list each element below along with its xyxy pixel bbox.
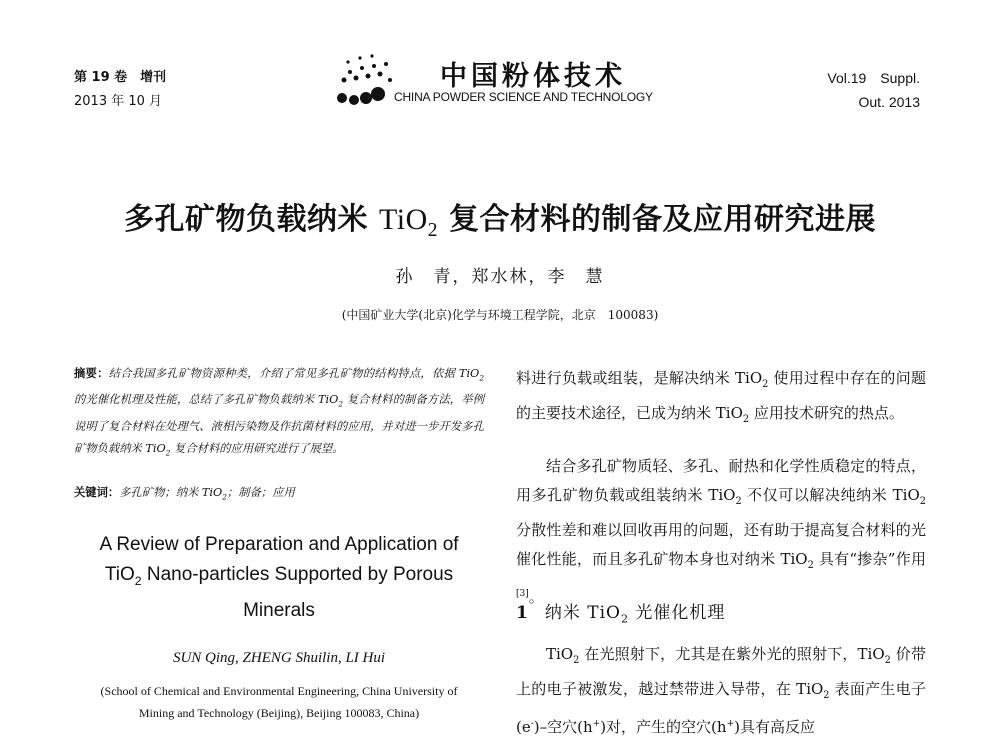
english-authors: SUN Qing, ZHENG Shuilin, LI Hui <box>172 650 386 666</box>
volume-en: Vol.19 Suppl. <box>827 70 920 86</box>
abstract: 摘要：结合我国多孔矿物资源种类，介绍了常见多孔矿物的结构特点，依据 TiO$_2$ 的光催化机理及性能，总结了多孔矿物负载纳米 TiO$_2$ 复合材料的制备方法，举例说明了复合材料在处理气、液相污染物及作抗菌材料的应用，并对进一步开发多孔矿物负载纳米 TiO$_2$ 复合材料的应用研究进行了展望。 <box>74 366 484 457</box>
body-paragraph-1: 料进行负载或组装，是解决纳米 TiO$_2$ 使用过程中存在的问题的主要技术途径，已成为纳米 TiO$_2$ 应用技术研究的热点。 <box>516 369 926 425</box>
keywords-label: 关键词： <box>74 485 120 499</box>
section-number: 1 <box>516 603 529 623</box>
volume-cn: 第 19 卷 增刊 <box>74 70 167 85</box>
journal-volume-block <box>74 66 166 114</box>
article-title: 多孔矿物负载纳米 TiO$_2$ 复合材料的制备及应用研究进展 <box>124 202 876 241</box>
journal-name-en: CHINA POWDER SCIENCE AND TECHNOLOGY <box>394 90 653 104</box>
section-heading: 1 纳米 TiO$_2$ 光催化机理 <box>516 603 726 626</box>
body-paragraph-2: 结合多孔矿物质轻、多孔、耐热和化学性质稳定的特点，用多孔矿物负载或组装纳米 TiO$_2$ 不仅可以解决纯纳米 TiO$_2$ 分散性差和难以回收再用的问题，还有助于提高复合材料的光催化性能，而且多孔矿物本身也对纳米 TiO$_2$ 具有“掺杂”作用[3]。 <box>516 457 926 606</box>
date-en: Out. 2013 <box>858 94 920 110</box>
body-paragraph-3: TiO$_2$ 在光照射下，尤其是在紫外光的照射下，TiO$_2$ 价带上的电子被激发，越过禁带进入导带，在 TiO$_2$ 表面产生电子(e-)–空穴(h+)对，产生的空穴(h+)具有高反应 <box>516 645 926 736</box>
english-affiliation: (School of Chemical and Environmental Engineering, China University of Mining and Technology (Beijing), Beijing 100083, China) <box>100 684 458 720</box>
citation-ref: [3] <box>516 589 529 599</box>
journal-name-cn: 中国粉体技术 <box>440 61 626 92</box>
english-title: A Review of Preparation and Application of TiO$_2$ Nano-particles Supported by Porous Minerals <box>99 534 459 621</box>
keywords: 关键词：多孔矿物；纳米 TiO$_2$；制备；应用 <box>74 485 295 502</box>
journal-volume-en-block <box>760 66 920 114</box>
abstract-label: 摘要： <box>74 366 109 380</box>
article-affiliation: (中国矿业大学(北京)化学与环境工程学院，北京 100083) <box>341 308 659 322</box>
article-authors: 孙 青，郑水林，李 慧 <box>395 267 605 287</box>
date-cn: 2013 年 10 月 <box>74 94 163 109</box>
